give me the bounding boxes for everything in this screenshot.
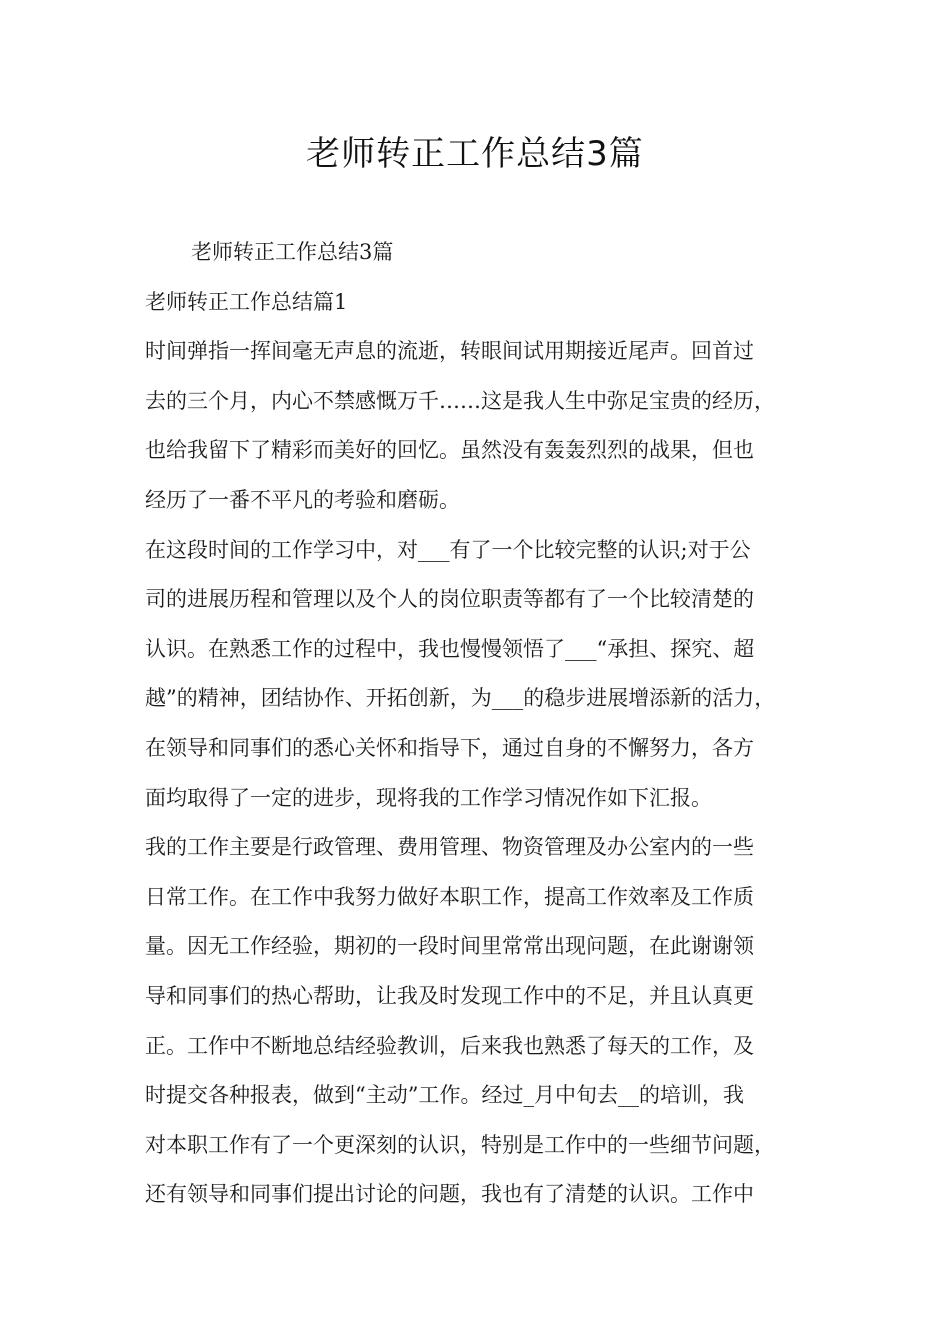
paragraph [145, 823, 835, 1220]
paragraph-line: 时间弹指一挥间毫无声息的流逝，转眼间试用期接近尾声。回首过 [145, 339, 754, 364]
paragraph-line: 司的进展历程和管理以及个人的岗位职责等都有了一个比较清楚的 [145, 587, 754, 612]
paragraph-line: 经历了一番不平凡的考验和磨砺。 [145, 487, 460, 512]
section-heading: 老师转正工作总结篇1 [145, 289, 348, 314]
paragraph-line: 面均取得了一定的进步，现将我的工作学习情况作如下汇报。 [145, 785, 712, 810]
paragraph-line: 在领导和同事们的悉心关怀和指导下，通过自身的不懈努力，各方 [145, 735, 754, 760]
paragraph-line: 我的工作主要是行政管理、费用管理、物资管理及办公室内的一些 [145, 835, 754, 860]
paragraph-line: 对本职工作有了一个更深刻的认识，特别是工作中的一些细节问题， [145, 1132, 775, 1157]
document-body [145, 228, 835, 1220]
paragraph-line: 去的三个月，内心不禁感慨万千……这是我人生中弥足宝贵的经历， [145, 388, 775, 413]
paragraph-line: 时提交各种报表，做到“主动”工作。经过_月中旬去__的培训，我 [145, 1083, 744, 1108]
paragraph-line: 导和同事们的热心帮助，让我及时发现工作中的不足，并且认真更 [145, 983, 754, 1008]
paragraph-line: 在这段时间的工作学习中，对___有了一个比较完整的认识;对于公 [145, 537, 751, 562]
paragraph-line: 正。工作中不断地总结经验教训，后来我也熟悉了每天的工作，及 [145, 1033, 754, 1058]
paragraph [145, 526, 835, 824]
intro-heading: 老师转正工作总结3篇 [191, 240, 394, 264]
paragraph-line: 也给我留下了精彩而美好的回忆。虽然没有轰轰烈烈的战果，但也 [145, 438, 754, 463]
paragraph-line: 量。因无工作经验，期初的一段时间里常常出现问题，在此谢谢领 [145, 934, 754, 959]
paragraph-line: 日常工作。在工作中我努力做好本职工作，提高工作效率及工作质 [145, 884, 754, 909]
document-title: 老师转正工作总结3篇 [306, 134, 644, 174]
paragraph-line: 认识。在熟悉工作的过程中，我也慢慢领悟了___“承担、探究、超 [145, 636, 755, 661]
paragraph-line: 还有领导和同事们提出讨论的问题，我也有了清楚的认识。工作中 [145, 1182, 754, 1207]
paragraph [145, 327, 835, 525]
paragraph-line: 越”的精神，团结协作、开拓创新，为___的稳步进展增添新的活力， [145, 686, 776, 711]
